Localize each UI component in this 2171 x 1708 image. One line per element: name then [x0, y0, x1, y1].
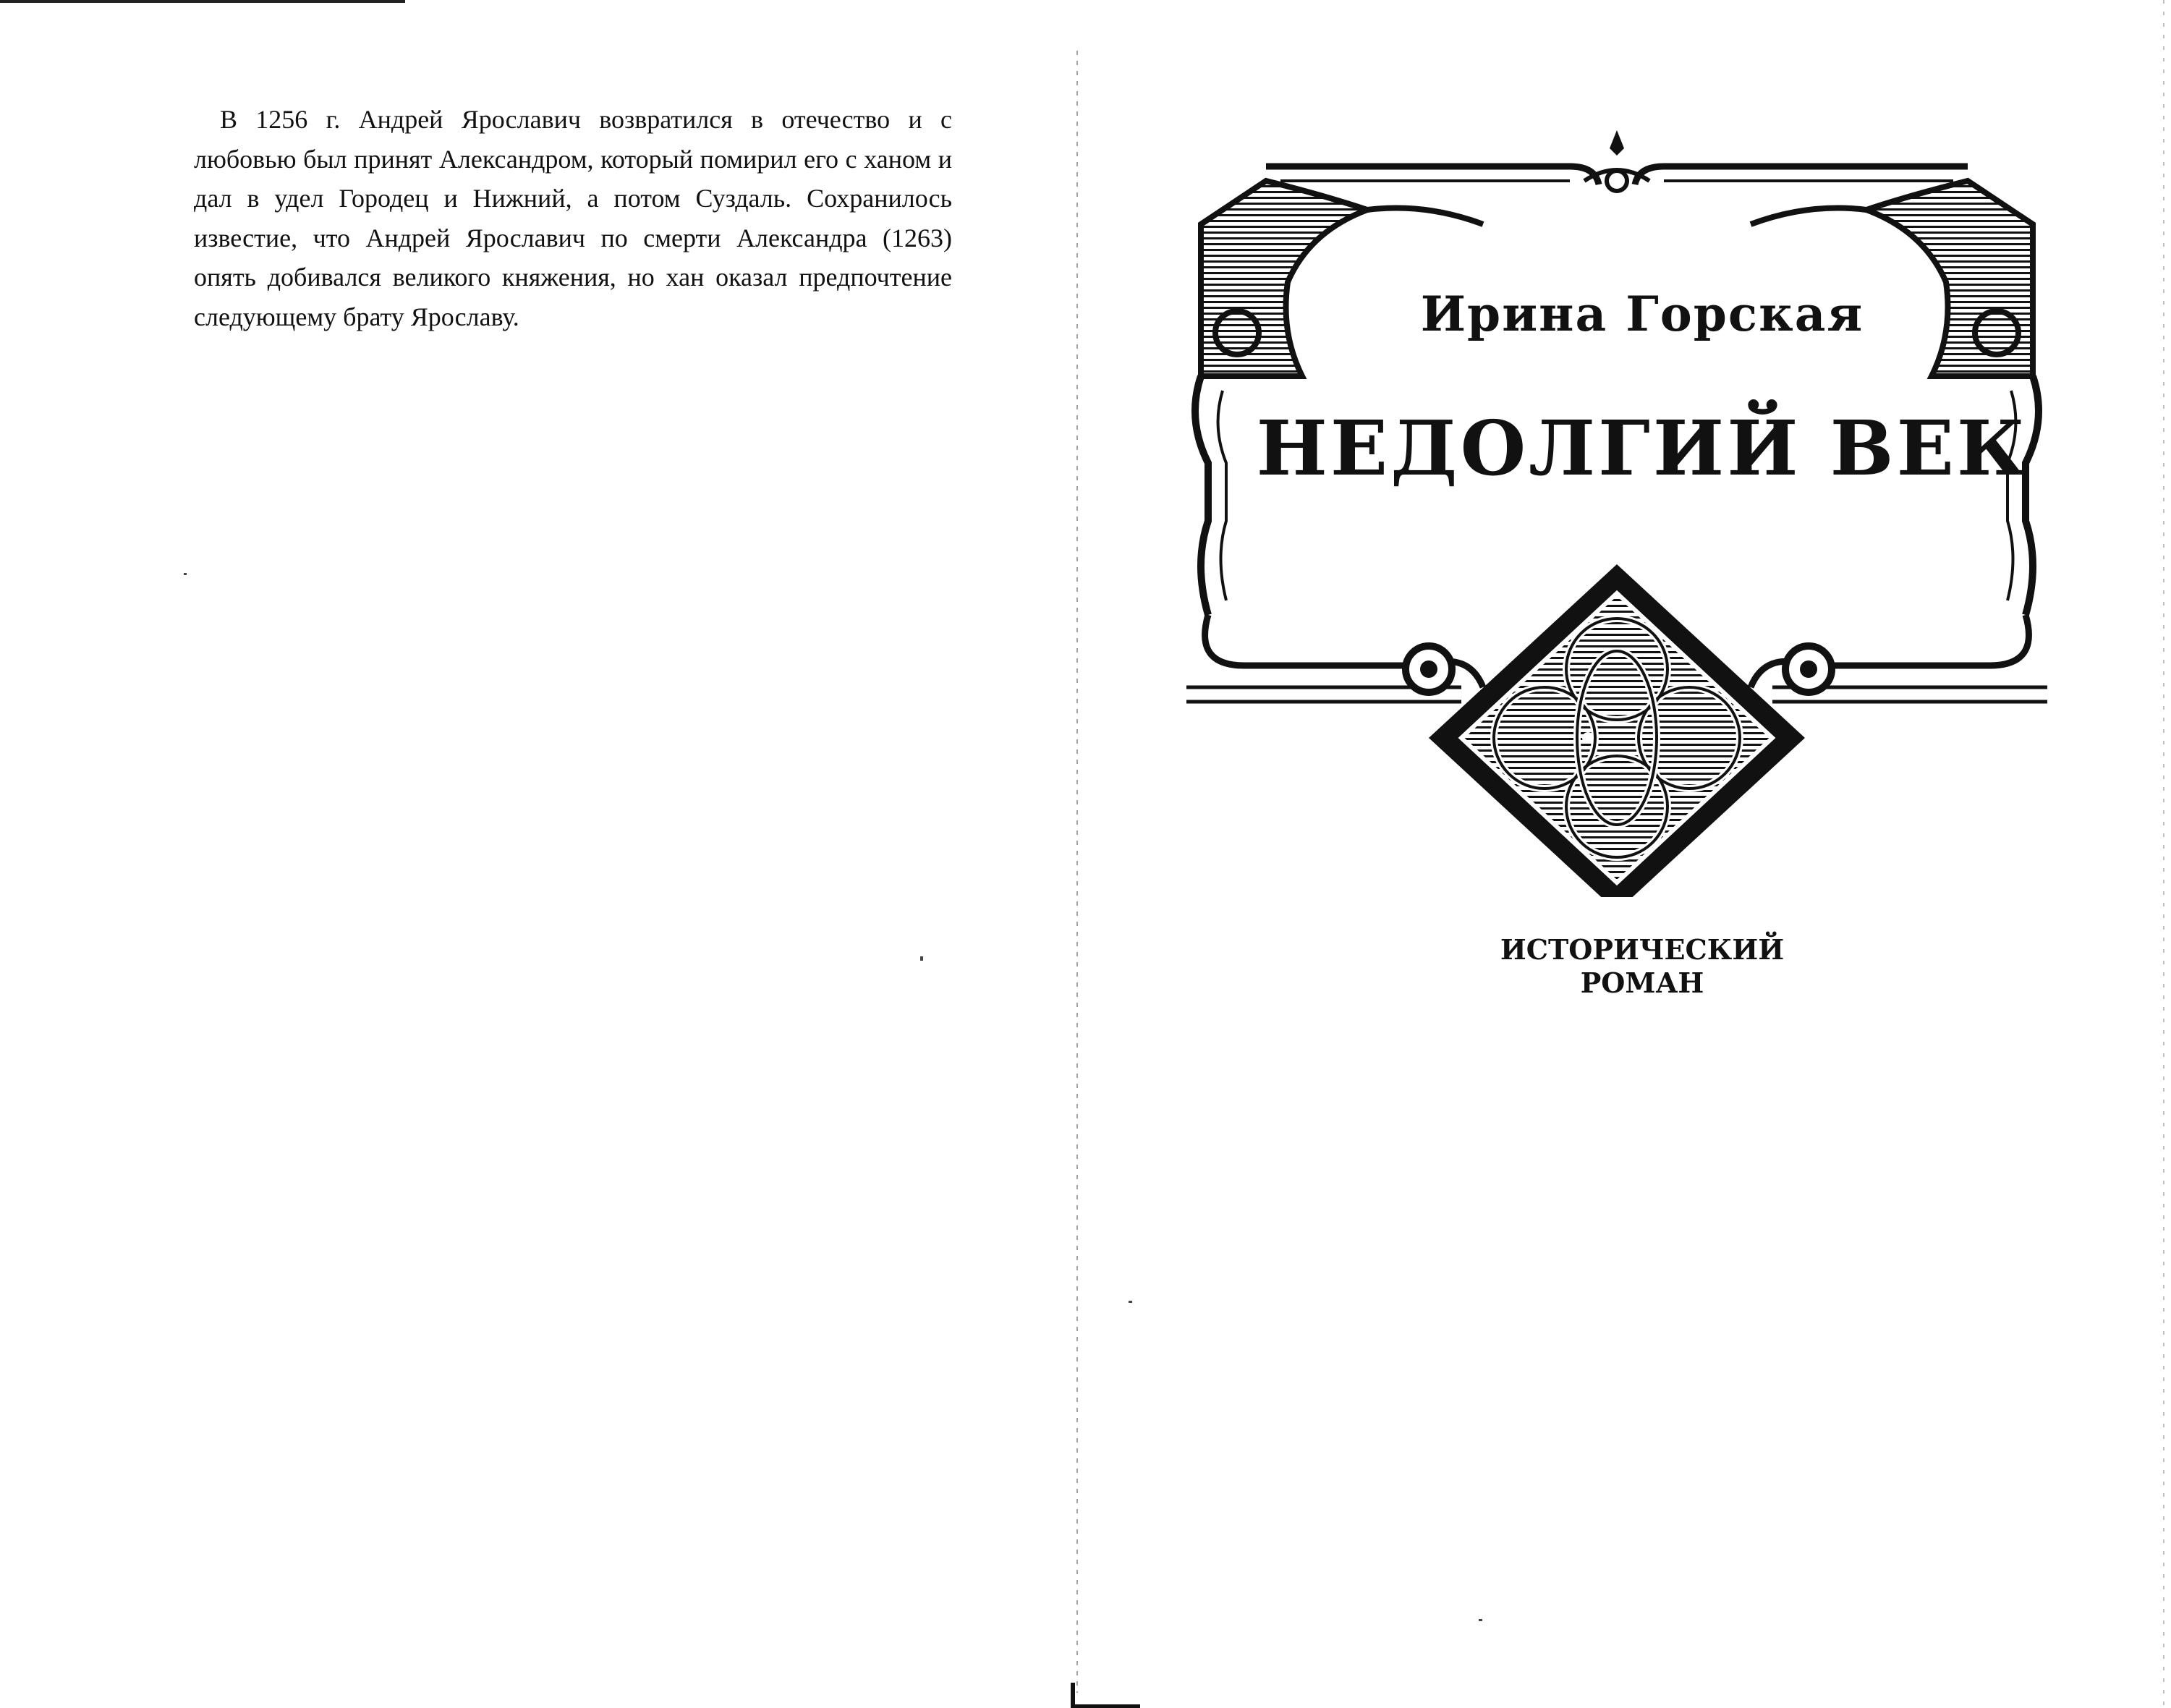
page-edge	[2163, 0, 2164, 1708]
genre-line-1: ИСТОРИЧЕСКИЙ	[1500, 933, 1785, 966]
book-title: НЕДОЛГИЙ ВЕК	[1256, 404, 2028, 493]
spine-corner-mark	[1071, 1683, 1140, 1708]
scan-speck	[1129, 1301, 1132, 1303]
scan-speck	[920, 956, 923, 961]
ornamental-frame	[1179, 116, 2055, 897]
left-page-text	[194, 100, 952, 336]
spine-fold	[1076, 51, 1078, 1693]
left-page-paragraph: В 1256 г. Андрей Ярославич возвратился в отечество и с любовью был принят Александром, который помирил его с ханом и дал в удел Городец и Нижний, а потом Суздаль. Сохранилось известие, что Андрей Ярославич по смерти Александра (1263) опять добивался великого княжения, но хан оказал предпочтение следующему брату Ярославу.	[194, 105, 952, 331]
genre-label	[1411, 933, 1874, 1000]
author-name: Ирина Горская	[1420, 286, 1864, 342]
scan-speck	[1479, 1619, 1482, 1621]
genre-line-2: РОМАН	[1580, 966, 1704, 999]
scan-speck	[184, 573, 187, 575]
top-rule	[0, 0, 405, 3]
